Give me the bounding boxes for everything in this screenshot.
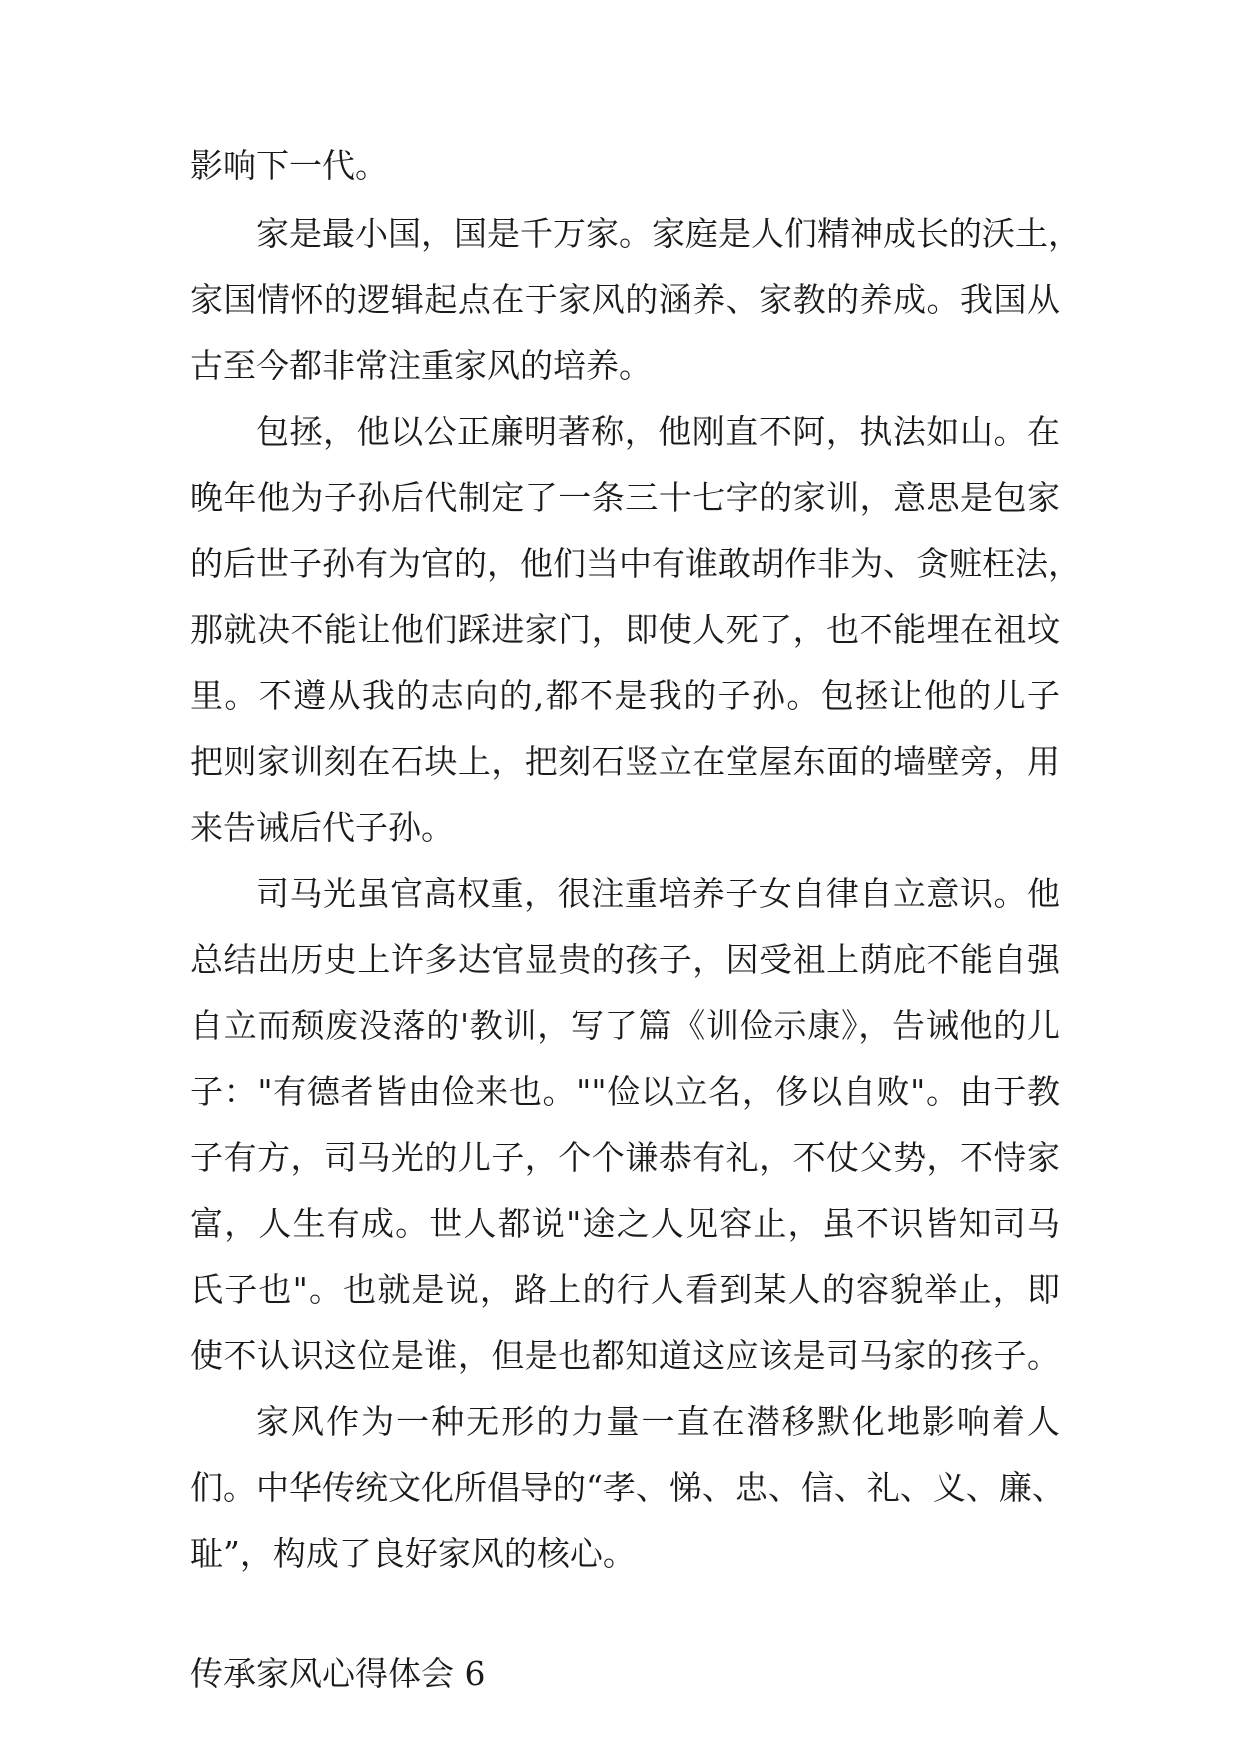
paragraph-line: 家国情怀的逻辑起点在于家风的涵养、家教的养成。我国从 bbox=[190, 280, 1060, 319]
paragraph-line: 家是最小国，国是千万家。家庭是人们精神成长的沃土， bbox=[256, 214, 1081, 253]
paragraph-line: 古至今都非常注重家风的培养。 bbox=[190, 346, 652, 385]
paragraph-line: 子有方，司马光的儿子，个个谦恭有礼，不仗父势，不恃家 bbox=[190, 1138, 1060, 1177]
paragraph-line: 使不认识这位是谁，但是也都知道这应该是司马家的孩子。 bbox=[190, 1336, 1060, 1375]
paragraph-line: 那就决不能让他们踩进家门，即使人死了，也不能埋在祖坟 bbox=[190, 610, 1060, 649]
paragraph-line: 子："有德者皆由俭来也。""俭以立名，侈以自败"。由于教 bbox=[190, 1072, 1060, 1111]
paragraph-line: 司马光虽官高权重，很注重培养子女自律自立意识。他 bbox=[256, 874, 1060, 913]
paragraph-line: 来告诫后代子孙。 bbox=[190, 808, 454, 847]
paragraph-line: 耻”，构成了良好家风的核心。 bbox=[190, 1534, 636, 1573]
paragraph-line: 自立而颓废没落的'教训，写了篇《训俭示康》，告诫他的儿 bbox=[190, 1006, 1060, 1045]
paragraph-line: 的后世子孙有为官的，他们当中有谁敢胡作非为、贪赃枉法， bbox=[190, 544, 1081, 583]
paragraph-line: 富，人生有成。世人都说"途之人见容止，虽不识皆知司马 bbox=[190, 1204, 1060, 1243]
paragraph-line: 氏子也"。也就是说，路上的行人看到某人的容貌举止，即 bbox=[190, 1270, 1060, 1309]
paragraph-line: 影响下一代。 bbox=[190, 146, 388, 185]
section-heading: 传承家风心得体会 6 bbox=[190, 1654, 486, 1693]
paragraph-line: 们。中华传统文化所倡导的“孝、悌、忠、信、礼、义、廉、 bbox=[190, 1468, 1065, 1507]
paragraph-line: 总结出历史上许多达官显贵的孩子，因受祖上荫庇不能自强 bbox=[190, 940, 1060, 979]
paragraph-line: 家风作为一种无形的力量一直在潜移默化地影响着人 bbox=[256, 1402, 1060, 1441]
paragraph-line: 把则家训刻在石块上，把刻石竖立在堂屋东面的墙壁旁，用 bbox=[190, 742, 1060, 781]
paragraph-line: 里。不遵从我的志向的,都不是我的子孙。包拯让他的儿子 bbox=[190, 676, 1060, 715]
paragraph-line: 包拯，他以公正廉明著称，他刚直不阿，执法如山。在 bbox=[256, 412, 1060, 451]
paragraph-line: 晚年他为子孙后代制定了一条三十七字的家训，意思是包家 bbox=[190, 478, 1060, 517]
